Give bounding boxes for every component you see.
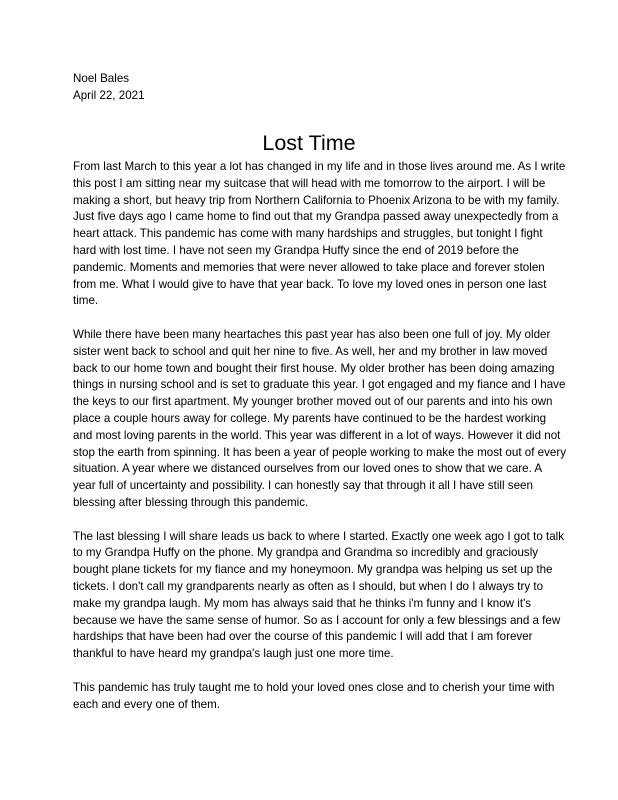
paragraph-line: sister went back to school and quit her nine to five. As well, her and my brother in law moved <box>73 344 548 358</box>
paragraph-line: blessing after blessing through this pandemic. <box>73 495 309 509</box>
document-title: Lost Time <box>262 131 356 155</box>
paragraph-line: hard with lost time. I have not seen my Grandpa Huffy since the end of 2019 before the <box>73 243 519 257</box>
paragraph-line: from me. What I would give to have that year back. To love my loved ones in person one last <box>73 277 547 291</box>
paragraph-line: because we have the same sense of humor. So as I account for only a few blessings and a few <box>73 613 561 627</box>
paragraph-line: Just five days ago I came home to find out that my Grandpa passed away unexpectedly from a <box>73 210 559 224</box>
paragraph-line: bought plane tickets for my fiance and my honeymoon. My grandpa was helping us set up the <box>73 563 553 577</box>
paragraph <box>73 159 566 310</box>
paragraph-line: The last blessing I will share leads us back to where I started. Exactly one week ago I got to talk <box>73 529 565 543</box>
paragraph-line: thankful to have heard my grandpa's laugh just one more time. <box>73 647 394 661</box>
paragraph-line: hardships that have been had over the course of this pandemic I will add that I am forever <box>73 630 533 644</box>
paragraph <box>73 327 567 512</box>
paragraph-line: year full of uncertainty and possibility. I can honestly say that through it all I have still seen <box>73 479 533 493</box>
paragraph-line: From last March to this year a lot has changed in my life and in those lives around me. As I write <box>73 160 566 173</box>
paragraph-line: back to our home town and bought their first house. My older brother has been doing amazing <box>73 361 555 375</box>
author-name: Noel Bales <box>73 72 130 85</box>
paragraph-line: each and every one of them. <box>73 697 220 711</box>
paragraph <box>73 529 565 663</box>
paragraph-line: heart attack. This pandemic has come with many hardships and struggles, but tonight I fight <box>73 227 543 241</box>
paragraph-line: this post I am sitting near my suitcase that will head with me tomorrow to the airport. I will be <box>73 176 546 190</box>
paragraph-line: to my Grandpa Huffy on the phone. My grandpa and Grandma so incredibly and graciously <box>73 546 539 560</box>
paragraph-line: stop the earth from spinning. It has been a year of people working to make the most out of every <box>73 445 567 459</box>
paragraph-line: make my grandpa laugh. My mom has always said that he thinks i'm funny and I know it's <box>73 596 532 610</box>
paragraph-line: pandemic. Moments and memories that were never allowed to take place and forever stolen <box>73 260 545 274</box>
paragraph-line: things in nursing school and is set to graduate this year. I got engaged and my fiance and I have <box>73 378 566 392</box>
paragraph-line: place a couple hours away for college. My parents have continued to be the hardest working <box>73 411 547 425</box>
document-page <box>73 70 567 730</box>
paragraph-line: While there have been many heartaches this past year has also been one full of joy. My older <box>73 327 551 341</box>
paragraph-line: time. <box>73 294 99 308</box>
paragraph-line: tickets. I don't call my grandparents nearly as often as I should, but when I do I always try to <box>73 579 544 593</box>
paragraph-line: the keys to our first apartment. My younger brother moved out of our parents and into his own <box>73 395 553 409</box>
paragraph-line: situation. A year where we distanced ourselves from our loved ones to show that we care. A <box>73 462 543 476</box>
paragraph <box>73 680 555 714</box>
paragraph-line: making a short, but heavy trip from Northern California to Phoenix Arizona to be with my family. <box>73 193 560 207</box>
document-date: April 22, 2021 <box>73 89 145 102</box>
document-body <box>73 159 567 713</box>
paragraph-line: This pandemic has truly taught me to hold your loved ones close and to cherish your time with <box>73 680 555 694</box>
paragraph-line: and most loving parents in the world. This year was different in a lot of ways. However it did not <box>73 428 561 442</box>
